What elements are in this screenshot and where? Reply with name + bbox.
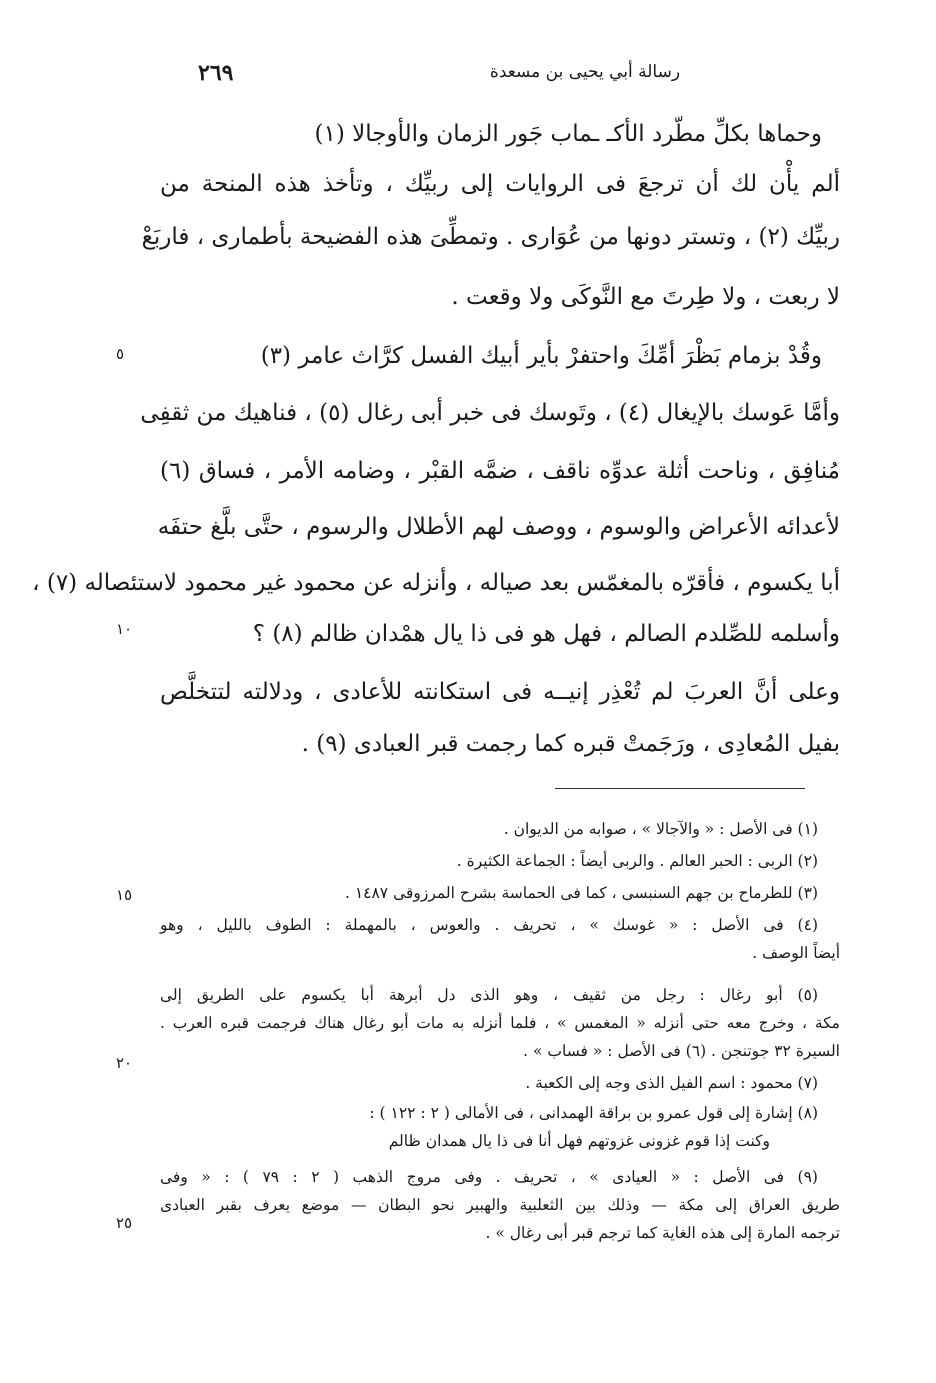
- line-number: ١٠: [116, 620, 133, 638]
- text-line: وعلى أنَّ العربَ لم تُعْذِر إنيــه فى استكانته للأعادى ، ودلالته لتتخلَّص: [160, 679, 840, 705]
- line-number: ٢٠: [116, 1054, 133, 1072]
- footnote-line: ترجمه المارة إلى هذه الغاية كما ترجم قبر أبى رغال » .: [485, 1224, 840, 1242]
- line-number: ١٥: [116, 886, 133, 904]
- text-line: لا ربعت ، ولا طِرتَ مع النَّوكَى ولا وقعت .: [451, 284, 840, 310]
- line-number: ٢٥: [116, 1214, 133, 1232]
- text-line: ألم يأْن لك أن ترجعَ فى الروايات إلى ربيِّك ، وتأخذ هذه المنحة من: [160, 171, 840, 197]
- page-header: [160, 58, 840, 92]
- footnote-line: مكة ، وخرج معه حتى أنزله « المغمس » ، فلما أنزله به مات أبو رغال هناك فرجمت قبره العرب .: [160, 1014, 840, 1032]
- footnote-line: (٨) إشارة إلى قول عمرو بن براقة الهمدانى ، فى الأمالى ( ٢ : ١٢٢ ) :: [369, 1104, 818, 1122]
- footnote-line: (٩) فى الأصل : « العيادى » ، تحريف . وفى مروج الذهب ( ٢ : ٧٩ ) : « وفى: [160, 1168, 818, 1186]
- text-line: مُنافِق ، وناحت أثلة عدوِّه ناقف ، ضمَّه القبْر ، وضامه الأمر ، فساق (٦): [160, 458, 840, 484]
- footnote-line: أيضاً الوصف .: [752, 944, 840, 962]
- text-line: أبا يكسوم ، فأقرّه بالمغمّس بعد صياله ، وأنزله عن محمود غير محمود لاستئصاله (٧) ،: [32, 570, 840, 596]
- line-number: ٥: [116, 345, 125, 363]
- footnote-line: (٥) أبو رغال : رجل من ثقيف ، وهو الذى دل أبرهة أبا يكسوم على الطريق إلى: [160, 986, 818, 1004]
- text-line: لأعدائه الأعراض والوسوم ، ووصف لهم الأطلال والرسوم ، حتَّى بلَّغ حتفَه: [157, 514, 840, 540]
- footnote-line: السيرة ٣٢ جوتنجن . (٦) فى الأصل : « فساب » .: [523, 1042, 840, 1060]
- footnote-verse: وكنت إذا قوم غزونى غزوتهم فهل أنا فى ذا يال همدان ظالم: [388, 1132, 770, 1150]
- footnote-line: طريق العراق إلى مكة — وذلك بين الثعلبية والهبير نحو البطان — موضع يعرف بقبر العبادى: [160, 1196, 840, 1214]
- text-line: ربيِّك (٢) ، وتستر دونها من عُوَارى . وتمطِّىَ هذه الفضيحة بأطمارى ، فاربَعْ: [141, 224, 840, 250]
- verse-line: وقُدْ بزمام بَظْرَ أمِّكَ واحتفرْ بأير أبيك الفسل كرَّاث عامر (٣): [260, 343, 822, 369]
- footnote-line: (٣) للطرماح بن جهم السنبسى ، كما فى الحماسة بشرح المرزوقى ١٤٨٧ .: [344, 884, 818, 902]
- text-line: وأسلمه للصِّلدم الصالم ، فهل هو فى ذا يال همْدان ظالم (٨) ؟: [252, 621, 840, 647]
- footnote-line: (٧) محمود : اسم الفيل الذى وجه إلى الكعبة .: [525, 1074, 818, 1092]
- footnote-line: (١) فى الأصل : « والآجالا » ، صوابه من الديوان .: [503, 820, 818, 838]
- text-line: وأمَّا عَوسك بالإيغال (٤) ، وتَوسك فى خبر أبى رغال (٥) ، فناهيك من ثقفِى: [140, 400, 840, 426]
- footnote-line: (٤) فى الأصل : « غوسك » ، تحريف . والعوس ، بالمهملة : الطوف بالليل ، وهو: [160, 916, 818, 934]
- running-title: رسالة أبي يحيى بن مسعدة: [489, 62, 681, 82]
- page-number: ٢٦٩: [198, 60, 234, 86]
- footnote-line: (٢) الربى : الحبر العالم . والربى أيضاً : الجماعة الكثيرة .: [456, 852, 818, 870]
- text-line: بفيل المُعادِى ، ورَجَمتْ قبره كما رجمت قبر العبادى (٩) .: [301, 731, 840, 757]
- verse-line: وحماها بكلِّ مطّرد الأكـ ـماب جَور الزمان والأوجالا (١): [314, 121, 822, 147]
- footnote-divider: [555, 788, 805, 789]
